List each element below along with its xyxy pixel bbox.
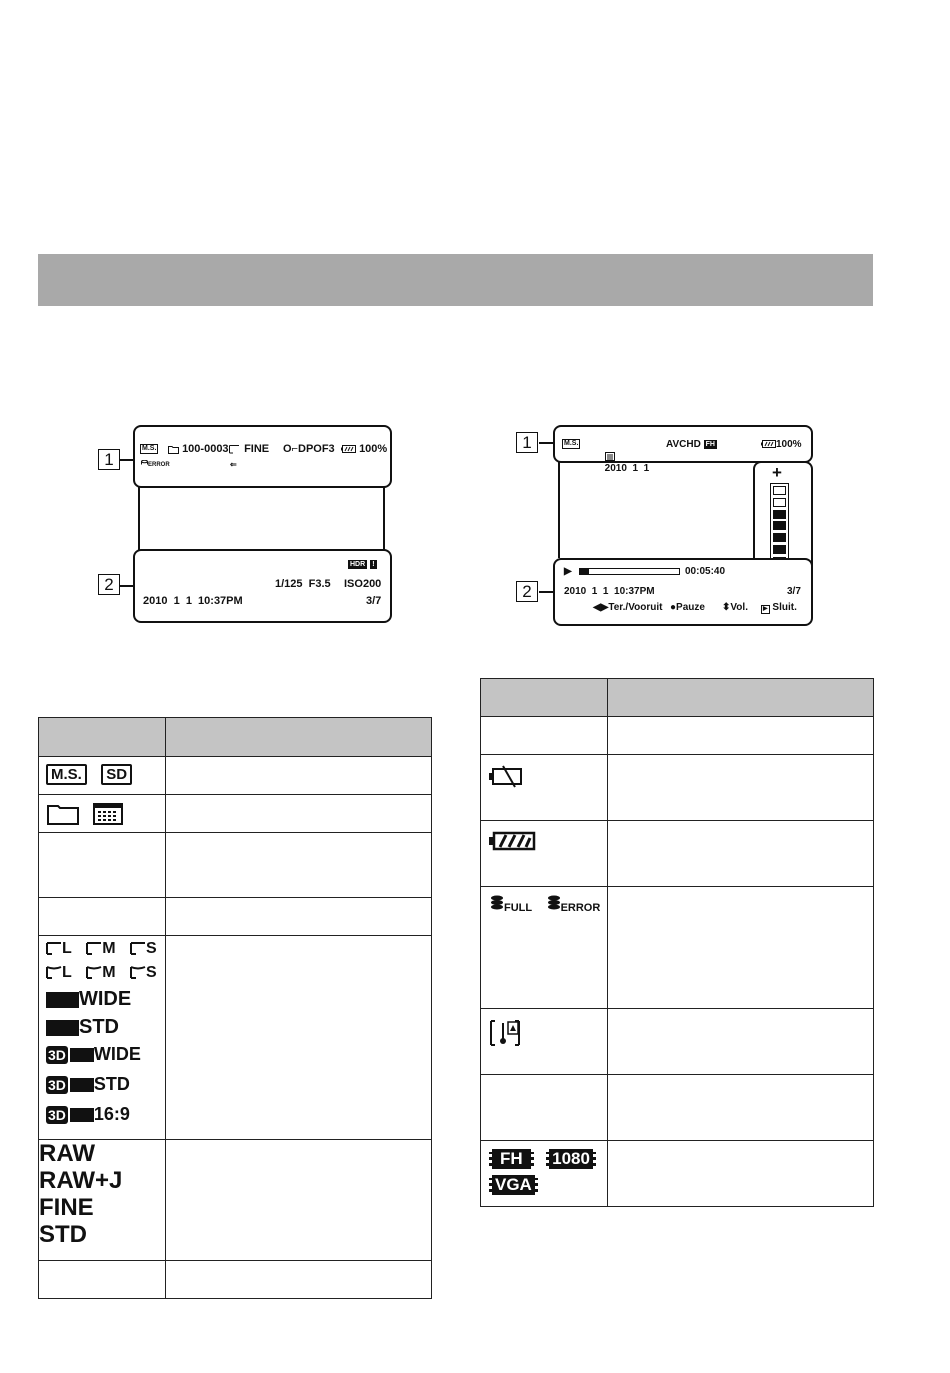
callout-line [120, 585, 134, 587]
frame-line [558, 461, 560, 558]
movie-format: AVCHD FH [666, 439, 715, 450]
volume-segment [773, 486, 786, 495]
database-full-icon: FULL [490, 895, 532, 916]
3d-16-9-icon: 3D 16:9 [48, 1104, 130, 1124]
volume-segment [773, 521, 786, 530]
play-icon: ▶ [564, 566, 572, 577]
volume-segment [773, 533, 786, 542]
table-row [39, 898, 432, 936]
table-row [39, 936, 432, 1140]
image-count: 3/7 [787, 586, 801, 597]
format-raw-jpeg: RAW+J [39, 1167, 123, 1194]
right-screen-diagram [512, 425, 822, 630]
frame-line [138, 487, 140, 551]
format-std: STD [39, 1221, 87, 1248]
playback-progress-bar [579, 568, 680, 575]
table-header-meaning [608, 679, 874, 717]
panorama-large-icon: L [46, 964, 72, 981]
image-quality: FINE [229, 443, 269, 455]
exposure-info: 1/125 F3.5 [275, 578, 331, 590]
panorama-size-icons [46, 964, 165, 986]
info-panel-top [553, 425, 813, 474]
table-row [481, 821, 874, 887]
recording-date: 2010 1 1 [588, 439, 649, 475]
media-icon: M.S. [564, 440, 579, 448]
table-header-display [481, 679, 608, 717]
panorama-std-icon: STD [46, 1016, 165, 1044]
table-row [481, 755, 874, 821]
callout-1: 1 [516, 432, 538, 453]
calendar-icon [93, 803, 123, 825]
size-large-icon: L [46, 940, 72, 957]
sd-card-icon: SD [101, 764, 132, 785]
size-small-icon: S [130, 940, 157, 957]
database-error-icon: ERROR [141, 459, 170, 471]
pause-hint: ●Pauze [670, 602, 705, 613]
volume-plus: + [772, 463, 782, 482]
image-size-icons [46, 940, 165, 961]
battery-empty-icon [488, 764, 524, 788]
movie-fh-icon: FH [489, 1149, 534, 1169]
left-screen-diagram [95, 425, 395, 625]
right-icon-table [480, 678, 874, 1207]
info-panel-bottom [133, 549, 392, 623]
level-indicator-icon [488, 1019, 522, 1047]
recording-date: 2010 1 1 10:37PM [143, 595, 243, 607]
panorama-medium-icon: M [86, 964, 115, 981]
volume-segment [773, 510, 786, 519]
database-error-icon: ERROR [547, 895, 601, 916]
section-banner [38, 254, 873, 306]
folder-icon [47, 803, 79, 825]
memory-stick-icon: M.S. [46, 764, 87, 785]
callout-line [120, 459, 134, 461]
frame-line [383, 487, 385, 551]
iso-value: ISO200 [344, 578, 382, 590]
battery-full-icon [488, 831, 536, 851]
table-header-meaning [166, 718, 432, 757]
panorama-small-icon: S [130, 964, 157, 981]
battery-level: 100% [761, 439, 802, 451]
format-raw: RAW [39, 1140, 95, 1167]
table-row [39, 757, 432, 795]
table-row [39, 795, 432, 833]
volume-segment [773, 545, 786, 554]
nav-hint: ◀▶Ter./Vooruit [593, 602, 663, 613]
table-row [481, 1075, 874, 1141]
table-row [481, 1009, 874, 1075]
panorama-wide-icon: WIDE [46, 988, 165, 1016]
volume-segment [773, 498, 786, 507]
volume-hint: ⬍Vol. [722, 602, 748, 613]
recording-date: 2010 1 1 10:37PM [564, 586, 655, 597]
table-row [39, 1140, 432, 1261]
table-row [39, 833, 432, 898]
callout-line [539, 442, 554, 444]
size-medium-icon: M [86, 940, 115, 957]
callout-1: 1 [98, 449, 120, 470]
image-count: 3/7 [366, 595, 382, 607]
battery-level: 100% [341, 443, 387, 455]
movie-vga-icon: VGA [489, 1175, 538, 1195]
format-fine: FINE [39, 1194, 94, 1221]
auto-rotate-icon: ⇐ [230, 460, 237, 469]
callout-2: 2 [516, 581, 538, 602]
table-header-display [39, 718, 166, 757]
table-row [481, 717, 874, 755]
protect-icon: O⌐ [283, 443, 298, 455]
table-row [481, 1141, 874, 1207]
callout-line [539, 591, 554, 593]
table-row [481, 887, 874, 1009]
hdr-badge: HDR ! [350, 560, 375, 568]
table-row [39, 1261, 432, 1299]
callout-2: 2 [98, 574, 120, 595]
left-icon-table [38, 717, 432, 1299]
movie-1080-icon: 1080 [546, 1149, 596, 1169]
dpof-label: DPOF3 [298, 443, 335, 455]
close-hint: ▶ Sluit. [763, 602, 797, 613]
info-panel-bottom [553, 558, 813, 626]
playback-time: 00:05:40 [685, 566, 726, 577]
folder-file-number: 100-0003 [168, 443, 229, 455]
3d-panorama-std-icon: 3D STD [48, 1074, 130, 1094]
info-panel-top [133, 425, 392, 488]
3d-panorama-wide-icon: 3D WIDE [48, 1044, 141, 1064]
media-icon: M.S. [142, 445, 157, 453]
